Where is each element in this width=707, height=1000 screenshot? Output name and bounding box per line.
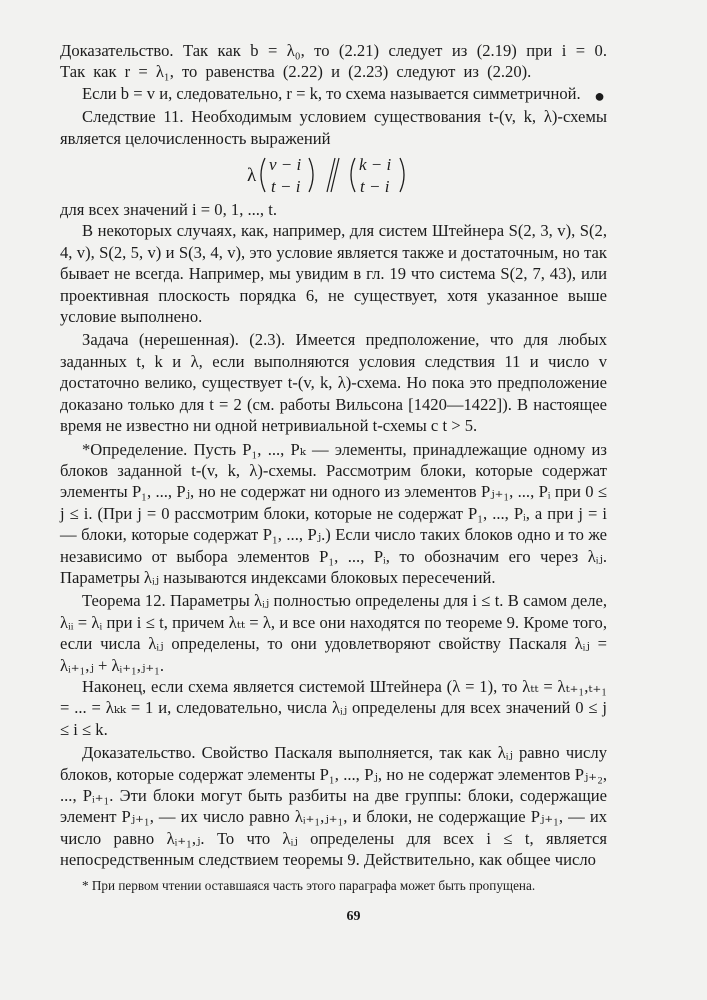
svg-text:t − i: t − i (359, 177, 389, 197)
binomial-formula-svg (239, 152, 429, 198)
corollary-11: Следствие 11. Необходимым условием существования t-(v, k, λ)-схемы является целочисленность выражений (60, 107, 607, 148)
footnote: * При первом чтении оставшаяся часть этого параграфа может быть пропущена. (82, 878, 536, 893)
svg-text:λ: λ (246, 165, 256, 187)
steiner-paragraph: В некоторых случаях, как, например, для систем Штейнера S(2, 3, v), S(2, 4, v), S(2, 5, v) и S(3, 4, v), это условие является также и достаточным, но так бывает не всегда. Например, мы увидим в гл. 19 что система S(2, 7, 43), или проективная плоскость порядка 6, не существует, хотя указанное выше условие выполнено. (60, 221, 607, 327)
theorem-12: Теорема 12. Параметры λᵢⱼ полностью определены для i ≤ t. В самом деле, λᵢᵢ = λᵢ при i ≤ t, причем λₜₜ = λ, и все они находятся по теореме 9. Кроме того, если числа λᵢⱼ определены, то они удовлетворяют свойству Паскаля λᵢⱼ = λᵢ₊₁,ⱼ + λᵢ₊₁,ⱼ₊₁. (60, 591, 607, 675)
svg-text:k − i: k − i (358, 155, 391, 175)
values-range: для всех значений i = 0, 1, ..., t. (60, 200, 277, 220)
symmetric-definition: Если b = v и, следовательно, r = k, то схема называется симметричной. (82, 83, 581, 103)
svg-text:v − i: v − i (268, 155, 301, 175)
binomial-formula (60, 152, 607, 198)
end-of-proof-bullet-icon: ● (594, 86, 605, 106)
steiner-conclusion: Наконец, если схема является системой Штейнера (λ = 1), то λₜₜ = λₜ₊₁,ₜ₊₁ = ... = λₖₖ = 1 и, следовательно, числа λᵢⱼ определены для всех значений 0 ≤ j ≤ i ≤ k. (60, 676, 607, 739)
open-problem: Задача (нерешенная). (2.3). Имеется предположение, что для любых заданных t, k и λ, если выполняются условия следствия 11 и число v достаточно велико, существует t-(v, k, λ)-схема. Но пока это предположение доказано только для t = 2 (см. работы Вильсона [1420—1422]). В настоящее время не известно ни одной нетривиальной t-схемы с t > 5. (60, 330, 607, 436)
main-text (60, 40, 607, 871)
page-number: 69 (346, 909, 361, 924)
svg-text:t − i: t − i (270, 177, 300, 197)
proof-paragraph-1: Доказательство. Так как b = λ₀, то (2.21) следует из (2.19) при i = 0. Так как r = λ₁, то равенства (2.22) и (2.23) следуют из (2.20). (60, 41, 607, 82)
definition-block-intersections: *Определение. Пусть P₁, ..., Pₖ — элементы, принадлежащие одному из блоков заданной t-(v, k, λ)-схемы. Рассмотрим блоки, которые содержат элементы P₁, ..., Pⱼ, но не содержат ни одного из элементов Pⱼ₊₁, ..., Pᵢ при 0 ≤ j ≤ i. (При j = 0 рассмотрим блоки, которые не содержат P₁, ..., Pᵢ, а при j = i — блоки, которые содержат P₁, ..., Pⱼ.) Если число таких блоков одно и то же независимо от выбора элементов P₁, ..., Pᵢ, то обозначим его через λᵢⱼ. Параметры λᵢⱼ называются индексами блоковых пересечений. (60, 439, 607, 587)
proof-paragraph-2: Доказательство. Свойство Паскаля выполняется, так как λᵢⱼ равно числу блоков, которые содержат элементы P₁, ..., Pⱼ, но не содержат элементов Pⱼ₊₂, ..., Pᵢ₊₁. Эти блоки могут быть разбиты на две группы: блоки, содержащие элемент Pⱼ₊₁, — их число равно λᵢ₊₁,ⱼ₊₁, и блоки, не содержащие Pⱼ₊₁, — их число равно λᵢ₊₁,ⱼ. То что λᵢⱼ определены для всех i ≤ t, является непосредственным следствием теоремы 9. Действительно, как общее число (60, 743, 607, 870)
